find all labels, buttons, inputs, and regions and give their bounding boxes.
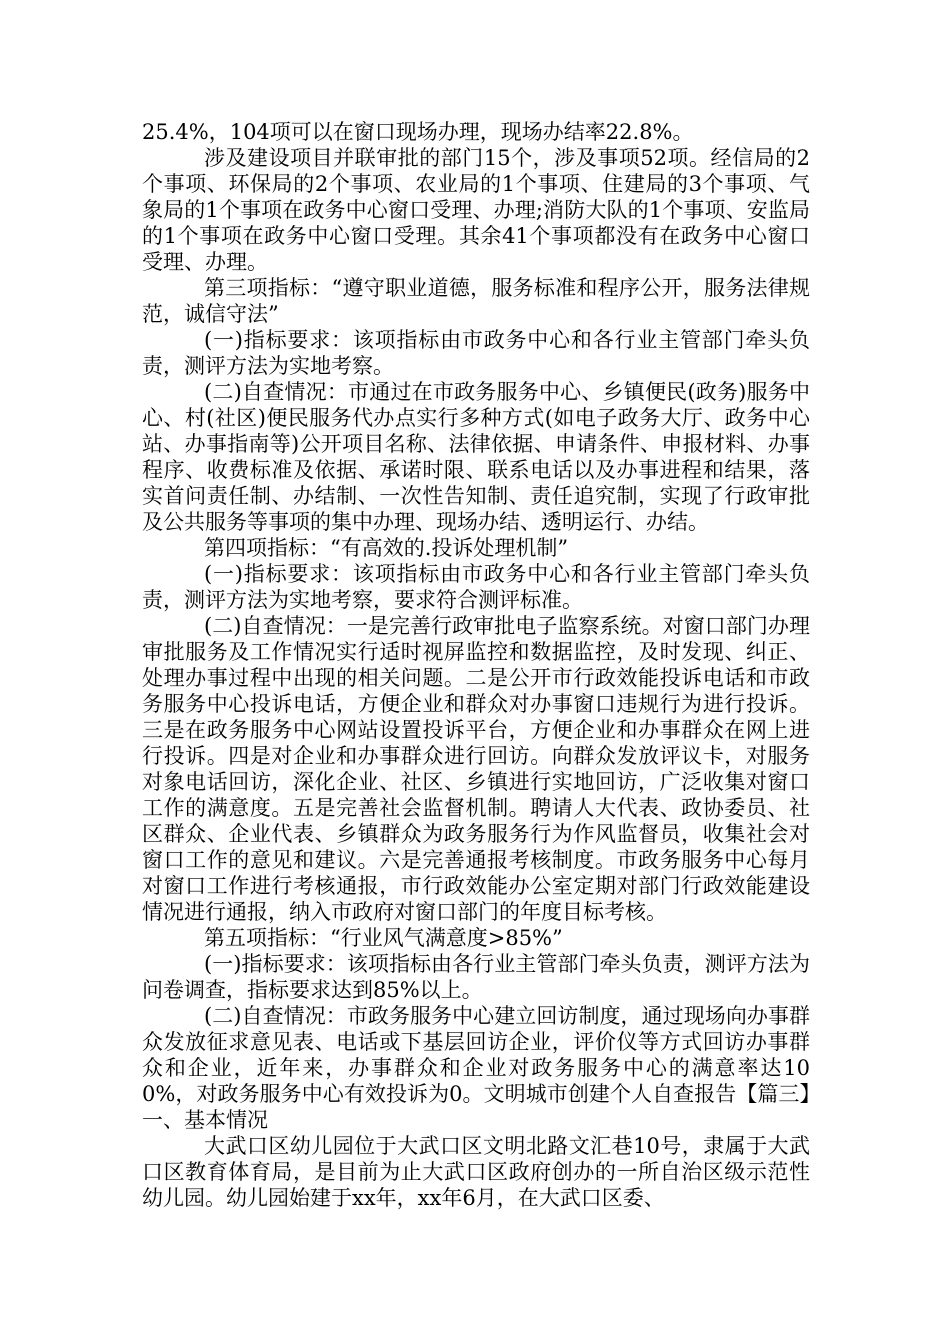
paragraph: (二)自查情况：市通过在市政务服务中心、乡镇便民(政务)服务中心、村(社区)便民服务代办点实行多种方式(如电子政务大厅、政务中心站、办事指南等)公开项目名称、法律依据、申请条件、申报材料、办事程序、收费标准及依据、承诺时限、联系电话以及办事进程和结果，落实首问责任制、办结制、一次性告知制、责任追究制，实现了行政审批及公共服务等事项的集中办理、现场办结、透明运行、办结。 [142, 380, 810, 534]
paragraph: (一)指标要求：该项指标由市政务中心和各行业主管部门牵头负责，测评方法为实地考察。 [142, 328, 810, 378]
paragraph: 涉及建设项目并联审批的部门15个，涉及事项52项。经信局的2个事项、环保局的2个事项、农业局的1个事项、住建局的3个事项、气象局的1个事项在政务中心窗口受理、办理;消防大队的1个事项、安监局的1个事项在政务中心窗口受理。其余41个事项都没有在政务中心窗口受理、办理。 [142, 146, 810, 274]
paragraph: (一)指标要求：该项指标由各行业主管部门牵头负责，测评方法为问卷调查，指标要求达到85%以上。 [142, 952, 810, 1002]
paragraph: 大武口区幼儿园位于大武口区文明北路文汇巷10号，隶属于大武口区教育体育局，是目前为止大武口区政府创办的一所自治区级示范性幼儿园。幼儿园始建于xx年，xx年6月，在大武口区委、 [142, 1134, 810, 1210]
paragraph: 第三项指标：“遵守职业道德，服务标准和程序公开，服务法律规范，诚信守法” [142, 276, 810, 326]
document-body [142, 119, 810, 1211]
paragraph: (一)指标要求：该项指标由市政务中心和各行业主管部门牵头负责，测评方法为实地考察，要求符合测评标准。 [142, 562, 810, 612]
paragraph: 25.4%，104项可以在窗口现场办理，现场办结率22.8%。 [142, 120, 694, 144]
paragraph: (二)自查情况：一是完善行政审批电子监察系统。对窗口部门办理审批服务及工作情况实行适时视屏监控和数据监控，及时发现、纠正、处理办事过程中出现的相关问题。二是公开市行政效能投诉电话和市政务服务中心投诉电话，方便企业和群众对办事窗口违规行为进行投诉。三是在政务服务中心网站设置投诉平台，方便企业和办事群众在网上进行投诉。四是对企业和办事群众进行回访。向群众发放评议卡，对服务对象电话回访，深化企业、社区、乡镇进行实地回访，广泛收集对窗口工作的满意度。五是完善社会监督机制。聘请人大代表、政协委员、社区群众、企业代表、乡镇群众为政务服务行为作风监督员，收集社会对窗口工作的意见和建议。六是完善通报考核制度。市政务服务中心每月对窗口工作进行考核通报，市行政效能办公室定期对部门行政效能建设情况进行通报，纳入市政府对窗口部门的年度目标考核。 [142, 614, 810, 924]
paragraph: 第五项指标：“行业风气满意度>85%” [204, 926, 563, 950]
paragraph: 第四项指标：“有高效的.投诉处理机制” [204, 536, 569, 560]
paragraph: (二)自查情况：市政务服务中心建立回访制度，通过现场向办事群众发放征求意见表、电话或下基层回访企业，评价仪等方式回访办事群众和企业，近年来，办事群众和企业对政务服务中心的满意率达100%，对政务服务中心有效投诉为0。文明城市创建个人自查报告【篇三】一、基本情况 [142, 1004, 810, 1132]
